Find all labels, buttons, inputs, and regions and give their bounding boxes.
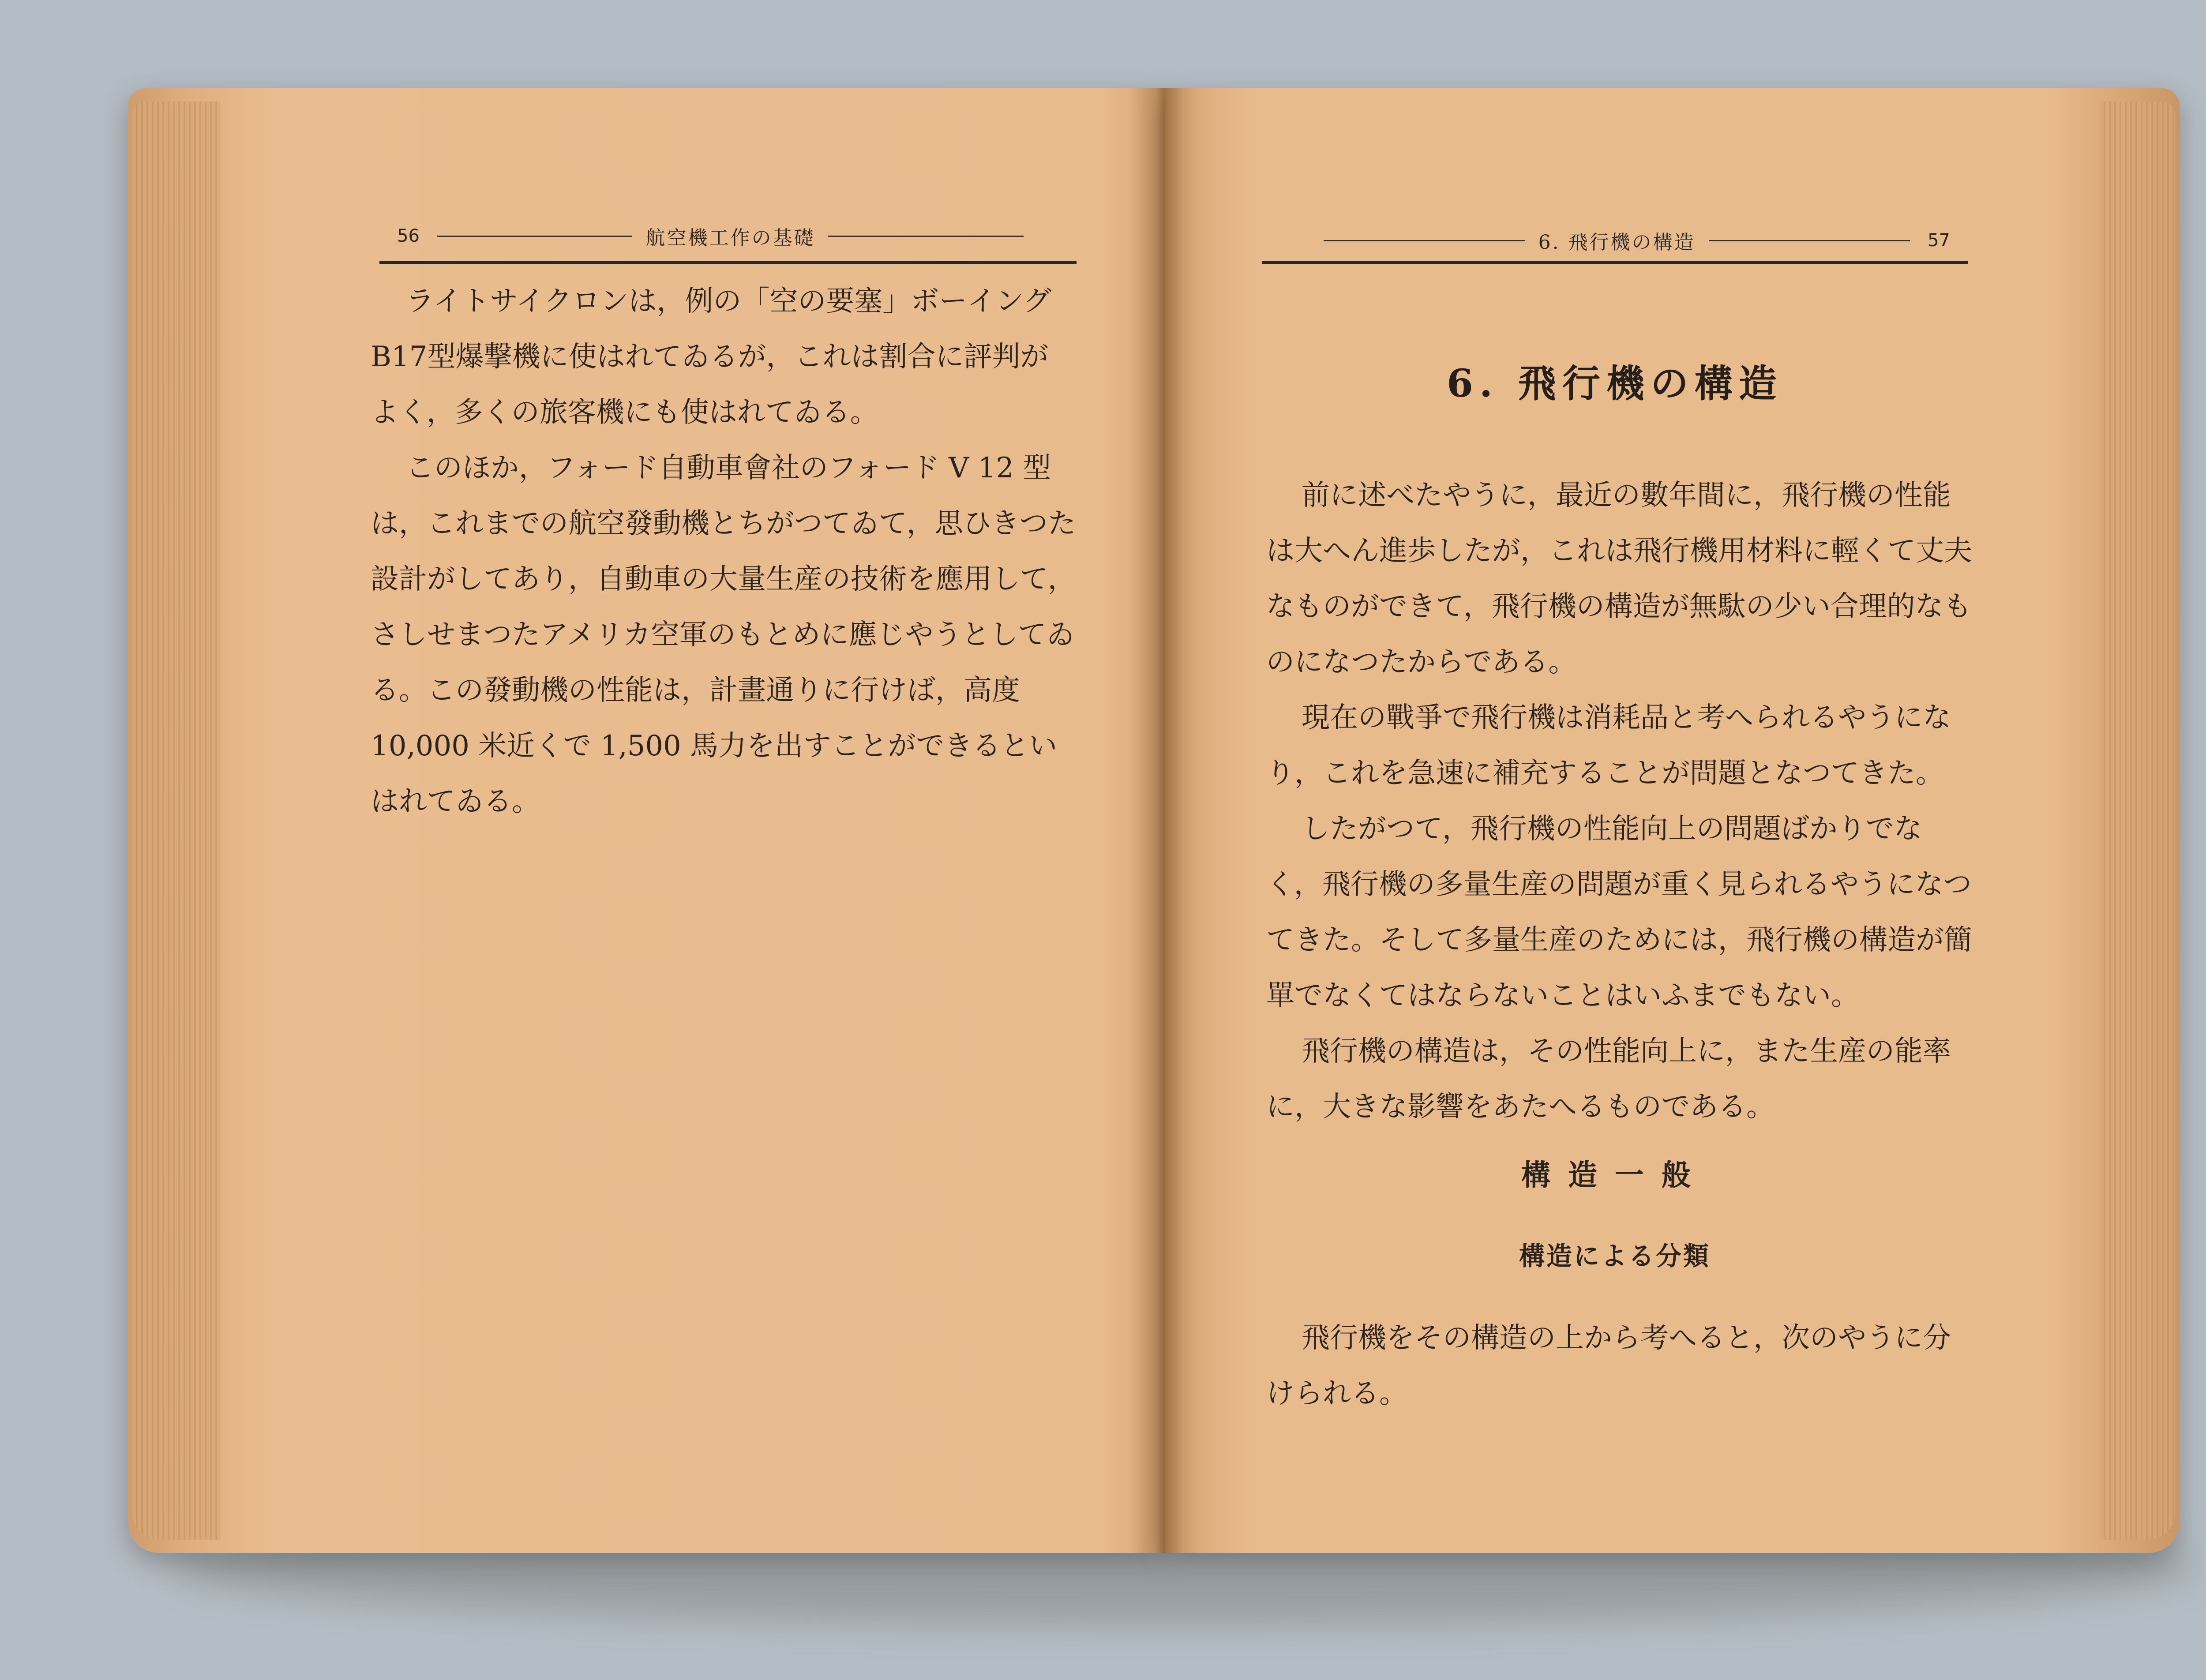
right-page-body (1266, 468, 1972, 1135)
header-dash (437, 236, 633, 237)
book-gutter (1129, 88, 1200, 1553)
left-page-header (397, 216, 1024, 256)
chapter-title: 6. 飛行機の構造 (1447, 361, 1783, 406)
running-title: 6. 飛行機の構造 (1538, 231, 1696, 254)
paragraph: したがつて，飛行機の性能向上の問題ばかりでなく，飛行機の多量生産の問題が重く見られるやうになつてきた。そして多量生産のためには，飛行機の構造が簡單でなくてはならないことはいふまでもない。 (1266, 813, 1972, 1012)
header-dash (828, 236, 1024, 237)
page-number: 57 (1928, 230, 1950, 251)
right-page-edges (2100, 101, 2175, 1540)
section-title: 構造一般 (1521, 1158, 1708, 1192)
paragraph: 現在の戰爭で飛行機は消耗品と考へられるやうになり，これを急速に補充することが問題となつてきた。 (1266, 701, 1951, 790)
subsection-title: 構造による分類 (1519, 1241, 1711, 1271)
header-dash (1324, 240, 1525, 241)
right-page-body-2 (1266, 1310, 1972, 1421)
running-title: 航空機工作の基礎 (645, 227, 815, 249)
page-number: 56 (397, 226, 420, 246)
header-rule (379, 261, 1077, 264)
header-dash (1709, 240, 1910, 241)
paragraph: このほか，フォード自動車會社のフォード V 12 型は，これまでの航空發動機とちがつてゐて，思ひきつた設計がしてあり，自動車の大量生産の技術を應用して，さしせまつたアメリカ空軍のもとめに應じやうとしてゐる。この發動機の性能は，計畫通りに行けば，高度 10,000 米近くで 1,500 馬力を出すことができるといはれてゐる。 (371, 452, 1076, 818)
paragraph: 飛行機をその構造の上から考へると，次のやうに分けられる。 (1266, 1322, 1951, 1410)
paragraph: 前に述べたやうに，最近の數年間に，飛行機の性能は大へん進歩したが，これは飛行機用材料に輕くて丈夫なものができて，飛行機の構造が無駄の少い合理的なものになつたからである。 (1266, 479, 1972, 679)
paragraph: 飛行機の構造は，その性能向上に，また生産の能率に，大きな影響をあたへるものである。 (1266, 1035, 1951, 1123)
left-page-edges (132, 101, 221, 1540)
left-page-body (371, 274, 1077, 829)
header-rule (1262, 261, 1968, 264)
paragraph: ライトサイクロンは，例の「空の要塞」ボーイングB17型爆撃機に使はれてゐるが，これは割合に評判がよく，多くの旅客機にも使はれてゐる。 (371, 285, 1052, 429)
right-page-header (1324, 221, 1950, 260)
